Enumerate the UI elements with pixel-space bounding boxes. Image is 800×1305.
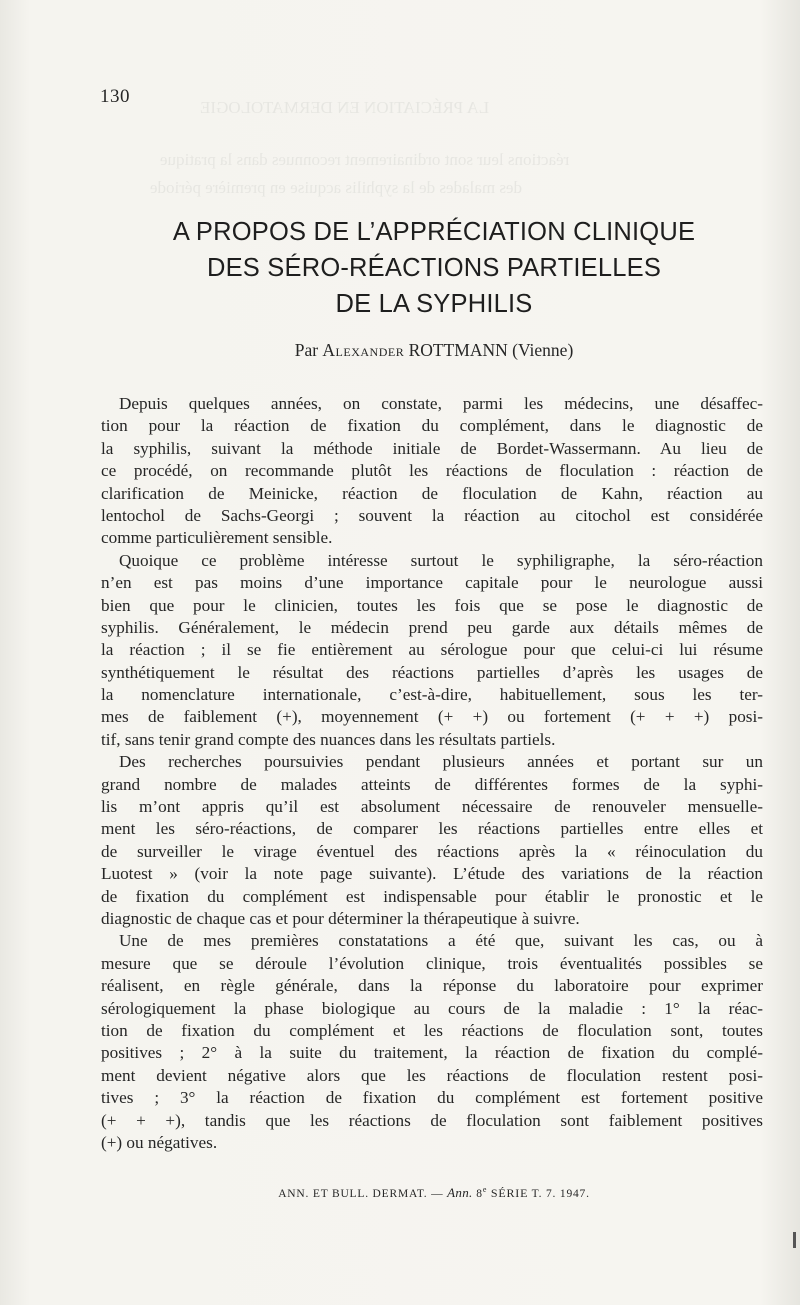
text-line: lentochol de Sachs-Georgi ; souvent la réaction au citochol est considérée bbox=[101, 505, 763, 525]
text-line: syphilis. Généralement, le médecin prend peu garde aux détails mêmes de bbox=[101, 617, 763, 637]
article-body bbox=[101, 393, 763, 1154]
text-line: sérologiquement la phase biologique au cours de la maladie : 1° la réac- bbox=[101, 998, 763, 1018]
bleed-through-text: réactions leur sont ordinairement reconnues dans la pratique bbox=[160, 150, 570, 169]
footer-serie-num: 8 bbox=[476, 1188, 483, 1200]
text-line: tives ; 3° la réaction de fixation du complément est fortement positive bbox=[101, 1088, 763, 1108]
text-line: la nomenclature internationale, c’est-à-dire, habituellement, sous les ter- bbox=[101, 685, 763, 705]
text-line: (+) ou négatives. bbox=[101, 1132, 218, 1152]
footer-journal: ANN. ET BULL. DERMAT. bbox=[278, 1188, 428, 1200]
footer-dash: — bbox=[431, 1188, 444, 1200]
text-line: ce procédé, on recommande plutôt les réactions de floculation : réaction de bbox=[101, 461, 763, 481]
byline bbox=[100, 340, 768, 361]
text-line: tion pour la réaction de fixation du complément, dans le diagnostic de bbox=[101, 416, 763, 436]
page-number: 130 bbox=[100, 86, 130, 107]
title-line: A PROPOS DE L’APPRÉCIATION CLINIQUE bbox=[172, 218, 696, 246]
text-line: la réaction ; il se fie entièrement au sérologue pour que celui-ci lui résume bbox=[101, 640, 763, 660]
footer-tome: T. 7. bbox=[531, 1188, 557, 1200]
text-line: clarification de Meinicke, réaction de floculation de Kahn, réaction au bbox=[101, 483, 763, 503]
text-line: Luotest » (voir la note page suivante). L’étude des variations de la réaction bbox=[101, 864, 763, 884]
text-line: ment les séro-réactions, de comparer les réactions partielles entre elles et bbox=[101, 819, 763, 839]
text-line: grand nombre de malades atteints de différentes formes de la syphi- bbox=[101, 774, 763, 794]
footer-serie-sup: e bbox=[482, 1185, 488, 1195]
bleed-through-text: des malades de la syphilis acquise en première période bbox=[150, 178, 522, 197]
text-line: tif, sans tenir grand compte des nuances dans les résultats partiels. bbox=[101, 729, 556, 749]
article-title bbox=[100, 214, 768, 322]
footer-year: 1947. bbox=[559, 1188, 590, 1200]
text-line: mesure que se déroule l’évolution clinique, trois éventualités possibles se bbox=[101, 953, 763, 973]
journal-footer bbox=[100, 1185, 768, 1201]
bleed-through-text: LA PRÉCIATION EN DERMATOLOGIE bbox=[200, 98, 490, 117]
author-affiliation: (Vienne) bbox=[512, 340, 574, 360]
text-line: tion de fixation du complément et les réactions de floculation sont, toutes bbox=[101, 1020, 763, 1040]
text-line: diagnostic de chaque cas et pour déterminer la thérapeutique à suivre. bbox=[101, 908, 580, 928]
text-line: Une de mes premières constatations a été que, suivant les cas, ou à bbox=[119, 931, 763, 951]
text-line: la syphilis, suivant la méthode initiale de Bordet-Wassermann. Au lieu de bbox=[101, 438, 763, 458]
text-line: Des recherches poursuivies pendant plusieurs années et portant sur un bbox=[119, 752, 763, 772]
author-first-name: Alexander bbox=[322, 340, 405, 360]
text-line: ment devient négative alors que les réactions de floculation restent posi- bbox=[101, 1065, 763, 1085]
footer-serie-label: SÉRIE bbox=[490, 1186, 529, 1200]
author-last-name: ROTTMANN bbox=[408, 340, 508, 360]
title-line: DES SÉRO-RÉACTIONS PARTIELLES bbox=[206, 254, 662, 282]
byline-prefix: Par bbox=[294, 340, 319, 360]
text-line: réalisent, en règle générale, dans la réponse du laboratoire pour exprimer bbox=[101, 976, 763, 996]
title-line: DE LA SYPHILIS bbox=[335, 290, 533, 318]
text-line: bien que pour le clinicien, toutes les fois que se pose le diagnostic de bbox=[101, 595, 763, 615]
text-line: comme particulièrement sensible. bbox=[101, 528, 333, 548]
text-line: synthétiquement le résultat des réactions partielles d’après les usages de bbox=[101, 662, 763, 682]
footer-ann: Ann. bbox=[447, 1185, 473, 1200]
text-line: mes de faiblement (+), moyennement (+ +) ou fortement (+ + +) posi- bbox=[101, 707, 763, 727]
text-line: (+ + +), tandis que les réactions de floculation sont faiblement positives bbox=[101, 1110, 763, 1130]
text-line: positives ; 2° à la suite du traitement, la réaction de fixation du complé- bbox=[101, 1043, 763, 1063]
text-line: lis m’ont appris qu’il est absolument nécessaire de renouveler mensuelle- bbox=[101, 797, 763, 817]
text-line: n’en est pas moins d’une importance capitale pour le neurologue aussi bbox=[101, 573, 763, 593]
text-line: de surveiller le virage éventuel des réactions après la « réinoculation du bbox=[101, 841, 763, 861]
text-line: Quoique ce problème intéresse surtout le syphiligraphe, la séro-réaction bbox=[119, 550, 763, 570]
text-line: de fixation du complément est indispensable pour établir le pronostic et le bbox=[101, 886, 763, 906]
scan-edge-mark bbox=[793, 1232, 796, 1248]
text-line: Depuis quelques années, on constate, parmi les médecins, une désaffec- bbox=[119, 394, 763, 413]
